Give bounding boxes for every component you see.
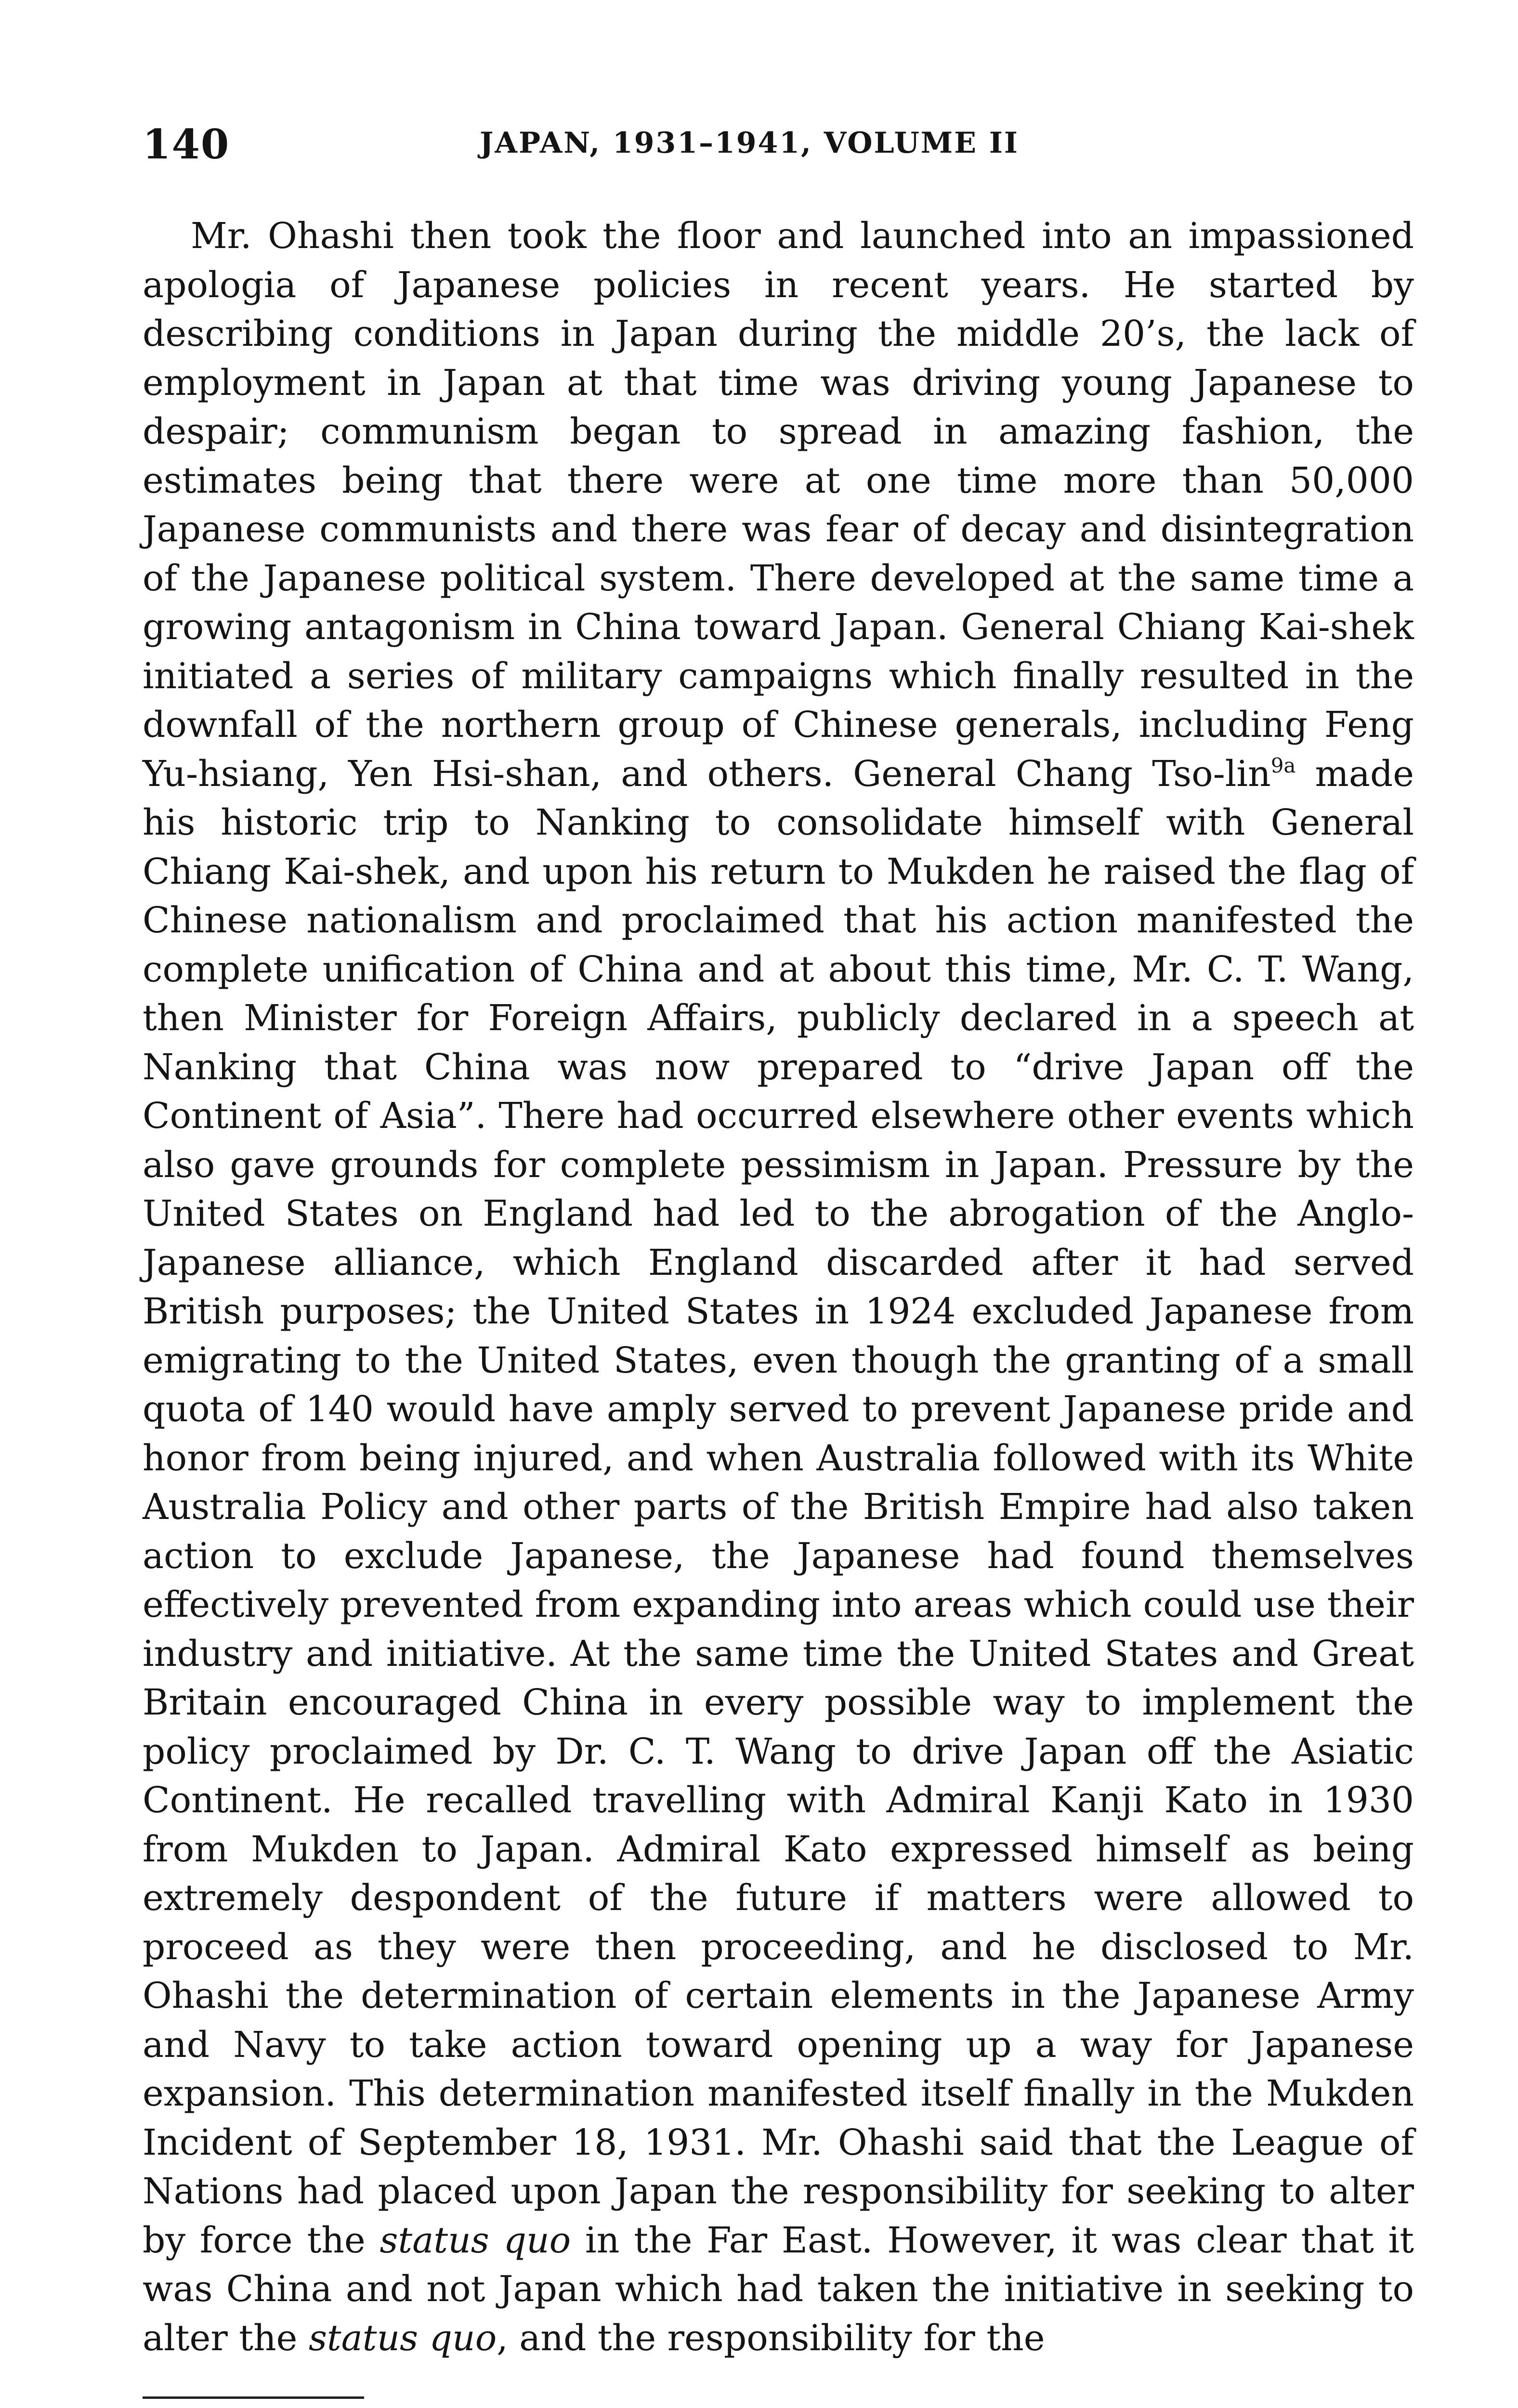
header-title: JAPAN, 1931–1941, VOLUME II xyxy=(480,126,1019,160)
text-segment: Mr. Ohashi then took the floor and launched into an impassioned apologia of Japanese policies in recent years. He started by describing conditions in Japan during the middle 20’s, the lack of employment in Japan at that time was driving young Japanese to despair; communism began to spread in amazing fashion, the estimates being that there were at one time more than 50,000 Japanese communists and there was fear of decay and disintegration of the Japanese political system. There developed at the same time a growing antagonism in China toward Japan. General Chiang Kai-shek initiated a series of military campaigns which finally resulted in the downfall of the northern group of Chinese generals, including Feng Yu-hsiang, Yen Hsi-shan, and others. General Chang Tso-lin xyxy=(143,215,1414,795)
document-page xyxy=(143,120,1414,2408)
footnote-divider xyxy=(143,2396,364,2399)
running-head xyxy=(143,120,1414,178)
text-segment: made his historic trip to Nanking to consolidate himself with General Chiang Kai-shek, and upon his return to Mukden he raised the flag of Chinese nationalism and proclaimed that his action manifested the complete unification of China and at about this time, Mr. C. T. Wang, then Minister for Foreign Affairs, publicly declared in a speech at Nanking that China was now prepared to “drive Japan off the Continent of Asia”. There had occurred elsewhere other events which also gave grounds for complete pessimism in Japan. Pressure by the United States on England had led to the abrogation of the Anglo-Japanese alliance, which England discarded after it had served British purposes; the United States in 1924 excluded Japanese from emigrating to the United States, even though the granting of a small quota of 140 would have amply served to prevent Japanese pride and honor from being injured, and when Australia followed with its White Australia Policy and other parts of the British Empire had also taken action to exclude Japanese, the Japanese had found themselves effectively prevented from expanding into areas which could use their industry and initiative. At the same time the United States and Great Britain encouraged China in every possible way to implement the policy proclaimed by Dr. C. T. Wang to drive Japan off the Asiatic Continent. He recalled travelling with Admiral Kanji Kato in 1930 from Mukden to Japan. Admiral Kato expressed himself as being extremely despondent of the future if matters were allowed to proceed as they were then proceeding, and he disclosed to Mr. Ohashi the determination of certain elements in the Japanese Army and Navy to take action toward opening up a way for Japanese expansion. This determination manifested itself finally in the Mukden Incident of September 18, 1931. Mr. Ohashi said that the League of Nations had placed upon Japan the responsibility for seeking to alter by force the xyxy=(143,753,1414,2261)
page-number: 140 xyxy=(143,120,230,168)
text-segment: in the Far East. However, it was clear that it was China and not Japan which had taken the initiative in seeking to alter the xyxy=(143,2219,1414,2359)
text-segment: , and the responsibility for the xyxy=(497,2317,1045,2359)
paragraph xyxy=(143,212,1414,2363)
italic-term: status quo xyxy=(380,2219,571,2261)
body-text xyxy=(143,212,1414,2363)
footnote-reference: 9a xyxy=(1270,753,1296,777)
italic-term: status quo xyxy=(308,2317,497,2359)
